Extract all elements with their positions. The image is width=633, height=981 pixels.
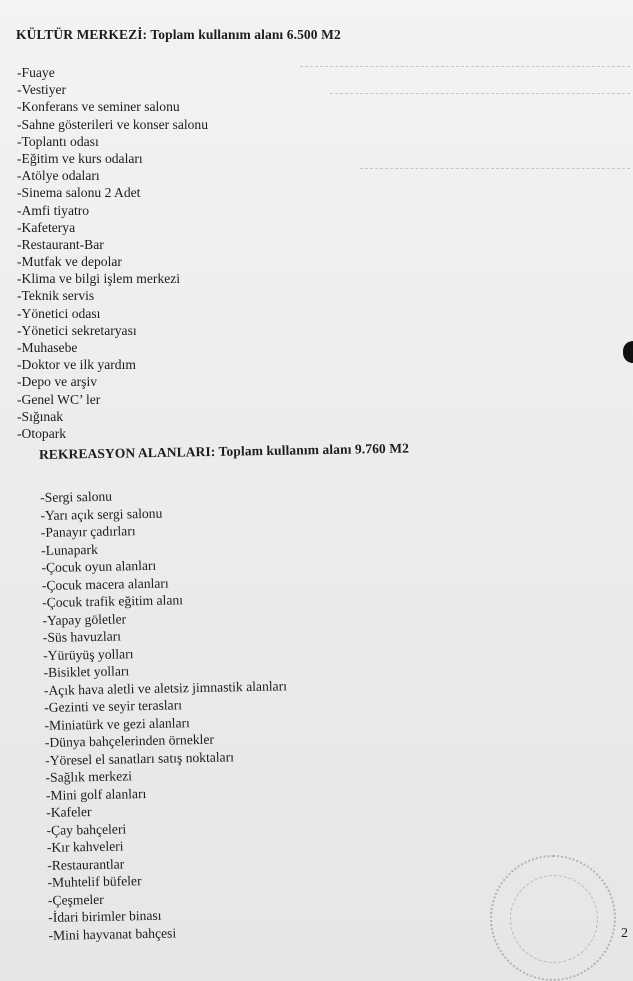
- list-item: -Sığınak: [17, 408, 64, 424]
- list-item: -Yönetici sekretaryası: [17, 322, 137, 338]
- list-item: -Depo ve arşiv: [17, 374, 98, 390]
- list-item: -Çocuk trafik eğitim alanı: [42, 592, 184, 610]
- list-item: -Çay bahçeleri: [46, 820, 127, 838]
- list-item: -Açık hava aletli ve aletsiz jimnastik alanları: [43, 677, 288, 698]
- list-item: -Yarı açık sergi salonu: [40, 505, 163, 523]
- list-item: -Çeşmeler: [47, 891, 104, 908]
- list-item: -Teknik servis: [17, 288, 95, 304]
- list-item: -Amfi tiyatro: [17, 202, 90, 218]
- list-item: -Bisiklet yolları: [43, 663, 130, 680]
- list-item: -Otopark: [17, 425, 67, 441]
- list-item: -Mini golf alanları: [45, 785, 147, 803]
- list-item: -Fuaye: [17, 65, 55, 80]
- faint-rule: [330, 93, 630, 94]
- list-item: -Vestiyer: [17, 82, 67, 98]
- list-item: -Sağlık merkezi: [45, 768, 133, 785]
- list-item: -Genel WC’ ler: [17, 391, 101, 407]
- list-item: -Doktor ve ilk yardım: [17, 357, 136, 373]
- list-item: -Atölye odaları: [17, 168, 100, 184]
- section-heading-rekreasyon-alanlari: REKREASYON ALANLARI: Toplam kullanım alanı 9.760 M2: [38, 440, 410, 462]
- section-heading-kultur-merkezi: KÜLTÜR MERKEZİ: Toplam kullanım alanı 6.500 M2: [16, 27, 341, 42]
- list-item: -Yöresel el sanatları satış noktaları: [45, 748, 235, 768]
- list-item: -Muhtelif büfeler: [47, 873, 142, 890]
- list-item: -Kafeler: [46, 804, 92, 820]
- faint-rule: [360, 168, 630, 169]
- list-item: -Mutfak ve depolar: [17, 254, 122, 270]
- rekreasyon-alanlari-list: [40, 484, 292, 944]
- list-item: -Lunapark: [41, 541, 98, 558]
- list-item: -Yürüyüş yolları: [43, 645, 134, 663]
- list-item: -Çocuk macera alanları: [41, 575, 169, 593]
- list-item: -Restaurant-Bar: [17, 236, 104, 252]
- list-item: -Sinema salonu 2 Adet: [17, 185, 141, 201]
- official-stamp: [490, 855, 616, 981]
- kultur-merkezi-list: [17, 64, 208, 442]
- list-item: -Süs havuzları: [42, 628, 122, 645]
- stamp-inner-ring: [510, 875, 598, 963]
- list-item: -Yönetici odası: [17, 305, 101, 321]
- list-item: -Kır kahveleri: [46, 838, 124, 855]
- list-item: -Panayır çadırları: [40, 523, 136, 540]
- punch-hole-mark: [623, 341, 633, 363]
- list-item: -Miniatürk ve gezi alanları: [44, 714, 190, 733]
- list-item: -İdari birimler binası: [48, 907, 162, 925]
- list-item: -Muhasebe: [17, 340, 78, 355]
- list-item: -Gezinti ve seyir terasları: [44, 697, 183, 715]
- list-item: -Eğitim ve kurs odaları: [17, 150, 143, 166]
- page-number: 2: [621, 926, 628, 941]
- list-item: -Yapay göletler: [42, 610, 127, 628]
- list-item: -Konferans ve seminer salonu: [17, 99, 180, 115]
- list-item: -Sergi salonu: [40, 488, 113, 505]
- list-item: -Kafeterya: [17, 219, 76, 235]
- faint-rule: [300, 66, 630, 67]
- list-item: -Çocuk oyun alanları: [41, 557, 157, 575]
- list-item: -Dünya bahçelerinden örnekler: [44, 731, 215, 750]
- list-item: -Toplantı odası: [17, 133, 99, 149]
- list-item: -Sahne gösterileri ve konser salonu: [17, 116, 209, 132]
- list-item: -Restaurantlar: [47, 855, 125, 873]
- list-item: -Klima ve bilgi işlem merkezi: [17, 271, 181, 287]
- list-item: -Mini hayvanat bahçesi: [48, 924, 177, 943]
